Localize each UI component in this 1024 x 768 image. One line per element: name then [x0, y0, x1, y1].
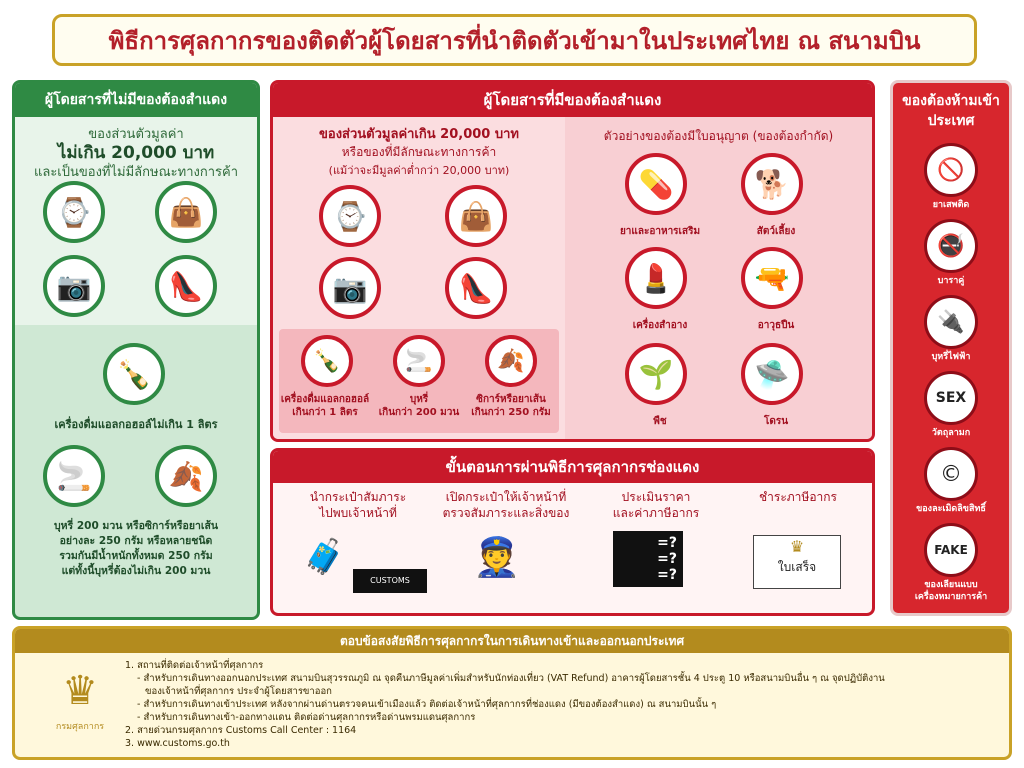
- cosmetics-icon: 💄: [625, 247, 687, 309]
- medicine-icon: 💊: [625, 153, 687, 215]
- plant-icon: 🌱: [625, 343, 687, 405]
- prohibited-item: [893, 371, 1009, 439]
- traveller-luggage-icon: 🧳: [303, 537, 346, 577]
- fake-trademark-icon: FAKE: [924, 523, 978, 577]
- process-header: ขั้นตอนการผ่านพิธีการศุลกากรช่องแดง: [273, 451, 872, 483]
- customs-emblem-icon: ♛: [62, 668, 98, 714]
- camera-icon: 📷: [319, 257, 381, 319]
- declare-line1: ของส่วนตัวมูลค่าเกิน 20,000 บาท: [319, 127, 519, 142]
- alcohol-allowance: เครื่องดื่มแอลกอฮอล์ไม่เกิน 1 ลิตร: [54, 418, 218, 431]
- excess-cigarette-label: [373, 393, 465, 419]
- step-1-title: [293, 489, 423, 521]
- copyright-icon: ©: [924, 447, 978, 501]
- step-line: ไปพบเจ้าหน้าที่: [319, 506, 397, 520]
- obscene-material-icon: SEX: [924, 371, 978, 425]
- customs-emblem-icon: ♛: [789, 537, 805, 556]
- page-title: พิธีการศุลกากรของติดตัวผู้โดยสารที่นำติดตัวเข้ามาในประเทศไทย ณ สนามบิน: [108, 26, 921, 55]
- step-4-title: [733, 489, 863, 505]
- prohibited-label: ของเลียนแบบ เครื่องหมายการค้า: [914, 580, 988, 602]
- cigarette-pack-icon: 🚬: [393, 335, 445, 387]
- faq-panel: [12, 626, 1012, 760]
- prohibited-label: ยาเสพติด: [932, 200, 970, 210]
- restricted-label: ยาและอาหารเสริม: [619, 226, 701, 237]
- step-line: ประเมินราคา: [621, 490, 691, 504]
- faq-list: [125, 659, 995, 750]
- faq-subitem: - สำหรับการเดินทางออกนอกประเทศ สนามบินสุวรรณภูมิ ณ จุดคืนภาษีมูลค่าเพิ่มสำหรับนักท่องเที่ยว (VAT Refund) อาคารผู้โดยสารชั้น 4 ประตู 10 หรือสนามบินอื่น ๆ ณ จุดปฏิบัติงาน: [137, 673, 885, 684]
- receipt-card: [753, 535, 841, 589]
- declare-line3: (แม้ว่าจะมีมูลค่าต่ำกว่า 20,000 บาท): [328, 164, 510, 177]
- tobacco-leaf-icon: 🍂: [485, 335, 537, 387]
- declare-panel: [270, 80, 875, 442]
- watch-icon: ⌚: [319, 185, 381, 247]
- declare-line2: หรือของที่มีลักษณะทางการค้า: [341, 145, 497, 159]
- hookah-icon: 🚭: [924, 219, 978, 273]
- customs-desk: CUSTOMS: [353, 569, 427, 593]
- prohibited-item: [893, 447, 1009, 515]
- label-line: เกินกว่า 200 มวน: [378, 407, 460, 418]
- assessment-board-icon: =? =? =?: [613, 531, 683, 587]
- excess-tobacco-label: [465, 393, 557, 419]
- logo-text: กรมศุลกากร: [55, 722, 105, 732]
- customs-department-logo: [45, 663, 115, 733]
- no-declare-header: ผู้โดยสารที่ไม่มีของต้องสำแดง: [15, 83, 257, 117]
- label-line: เกินกว่า 250 กรัม: [471, 407, 551, 418]
- tobacco-allowance: [15, 519, 257, 579]
- tobacco-line: บุหรี่ 200 มวน หรือซิการ์หรือยาเส้น: [53, 520, 219, 532]
- tobacco-line: รวมกันมีน้ำหนักทั้งหมด 250 กรัม: [59, 550, 213, 562]
- restricted-title: ตัวอย่างของต้องมีใบอนุญาต (ของต้องกำกัด): [603, 129, 834, 143]
- prohibited-item: [893, 523, 1009, 603]
- restricted-label: อาวุธปืน: [757, 320, 795, 331]
- step-line: และค่าภาษีอากร: [612, 506, 700, 520]
- step-2-title: [431, 489, 581, 521]
- faq-subitem: - สำหรับการเดินทางเข้าประเทศ หลังจากผ่านด่านตรวจคนเข้าเมืองแล้ว ติดต่อเจ้าหน้าที่ศุลกากรที่ช่องแดง (มีของต้องสำแดง) ณ สนามบินนั้น ๆ: [137, 699, 717, 710]
- prohibited-item: [893, 219, 1009, 287]
- restricted-goods-section: [565, 117, 872, 439]
- camera-icon: 📷: [43, 255, 105, 317]
- liquor-bottle-icon: 🍾: [301, 335, 353, 387]
- restricted-label: พืช: [653, 416, 667, 427]
- declare-goods-section: [273, 117, 565, 439]
- prohibited-item: [893, 143, 1009, 211]
- restricted-label: โดรน: [763, 416, 789, 427]
- prohibited-item: [893, 295, 1009, 363]
- watch-icon: ⌚: [43, 181, 105, 243]
- tobacco-line: อย่างละ 250 กรัม หรือหลายชนิด: [59, 535, 213, 547]
- faq-link[interactable]: 3. www.customs.go.th: [125, 738, 230, 749]
- allowance-line2: ไม่เกิน 20,000 บาท: [57, 143, 215, 163]
- drone-icon: 🛸: [741, 343, 803, 405]
- prohibited-header: ของต้องห้ามเข้าประเทศ: [902, 93, 1000, 129]
- allowance-line1: ของส่วนตัวมูลค่า: [88, 127, 184, 142]
- step-line: ตรวจสัมภาระและสิ่งของ: [442, 506, 570, 520]
- faq-subitem: ของเจ้าหน้าที่ศุลกากร ประจำผู้โดยสารขาออก: [145, 686, 332, 697]
- allowance-line3: และเป็นของที่ไม่มีลักษณะทางการค้า: [33, 165, 238, 180]
- title-banner: [52, 14, 977, 66]
- receipt-label: ใบเสร็จ: [777, 560, 817, 574]
- declare-header: ผู้โดยสารที่มีของต้องสำแดง: [273, 83, 872, 117]
- excess-alcohol-label: [279, 393, 371, 419]
- restricted-label: เครื่องสำอาง: [632, 320, 688, 331]
- no-declare-panel: [12, 80, 260, 620]
- narcotics-icon: 🚫: [924, 143, 978, 197]
- prohibited-label: วัตถุลามก: [931, 428, 971, 438]
- faq-header: ตอบข้อสงสัยพิธีการศุลกากรในการเดินทางเข้าและออกนอกประเทศ: [15, 629, 1009, 653]
- label-line: เกินกว่า 1 ลิตร: [292, 407, 358, 418]
- faq-subitem: - สำหรับการเดินทางเข้า-ออกทางแดน ติดต่อด่านศุลกากรหรือด่านพรมแดนศุลกากร: [137, 712, 476, 723]
- liquor-bottle-icon: 🍾: [103, 343, 165, 405]
- excess-items-box: [279, 329, 559, 433]
- step-3-title: [591, 489, 721, 521]
- cigarette-pack-icon: 🚬: [43, 445, 105, 507]
- label-line: บุหรี่: [409, 394, 429, 405]
- pet-icon: 🐕: [741, 153, 803, 215]
- faq-item: 1. สถานที่ติดต่อเจ้าหน้าที่ศุลกากร: [125, 660, 264, 671]
- red-channel-process-panel: [270, 448, 875, 616]
- inspection-icon: 👮: [473, 535, 521, 579]
- faq-item: 2. สายด่วนกรมศุลกากร Customs Call Center : 1164: [125, 725, 357, 736]
- prohibited-label: บุหรี่ไฟฟ้า: [931, 352, 971, 362]
- prohibited-label: ของละเมิดลิขสิทธิ์: [916, 504, 986, 514]
- prohibited-label: บาราคู่: [937, 276, 965, 286]
- label-line: เครื่องดื่มแอลกอฮอล์: [280, 394, 370, 405]
- handbag-icon: 👜: [445, 185, 507, 247]
- high-heels-icon: 👠: [445, 257, 507, 319]
- e-cigarette-icon: 🔌: [924, 295, 978, 349]
- tobacco-line: แต่ทั้งนี้บุหรี่ต้องไม่เกิน 200 มวน: [61, 565, 211, 577]
- restricted-label: สัตว์เลี้ยง: [756, 226, 796, 237]
- step-line: นำกระเป๋าสัมภาระ: [309, 490, 407, 504]
- prohibited-panel: [890, 80, 1012, 616]
- high-heels-icon: 👠: [155, 255, 217, 317]
- tobacco-leaf-icon: 🍂: [155, 445, 217, 507]
- handbag-icon: 👜: [155, 181, 217, 243]
- label-line: ซิการ์หรือยาเส้น: [476, 394, 546, 405]
- step-line: เปิดกระเป๋าให้เจ้าหน้าที่: [445, 490, 567, 504]
- step-line: ชำระภาษีอากร: [759, 490, 837, 504]
- gun-icon: 🔫: [741, 247, 803, 309]
